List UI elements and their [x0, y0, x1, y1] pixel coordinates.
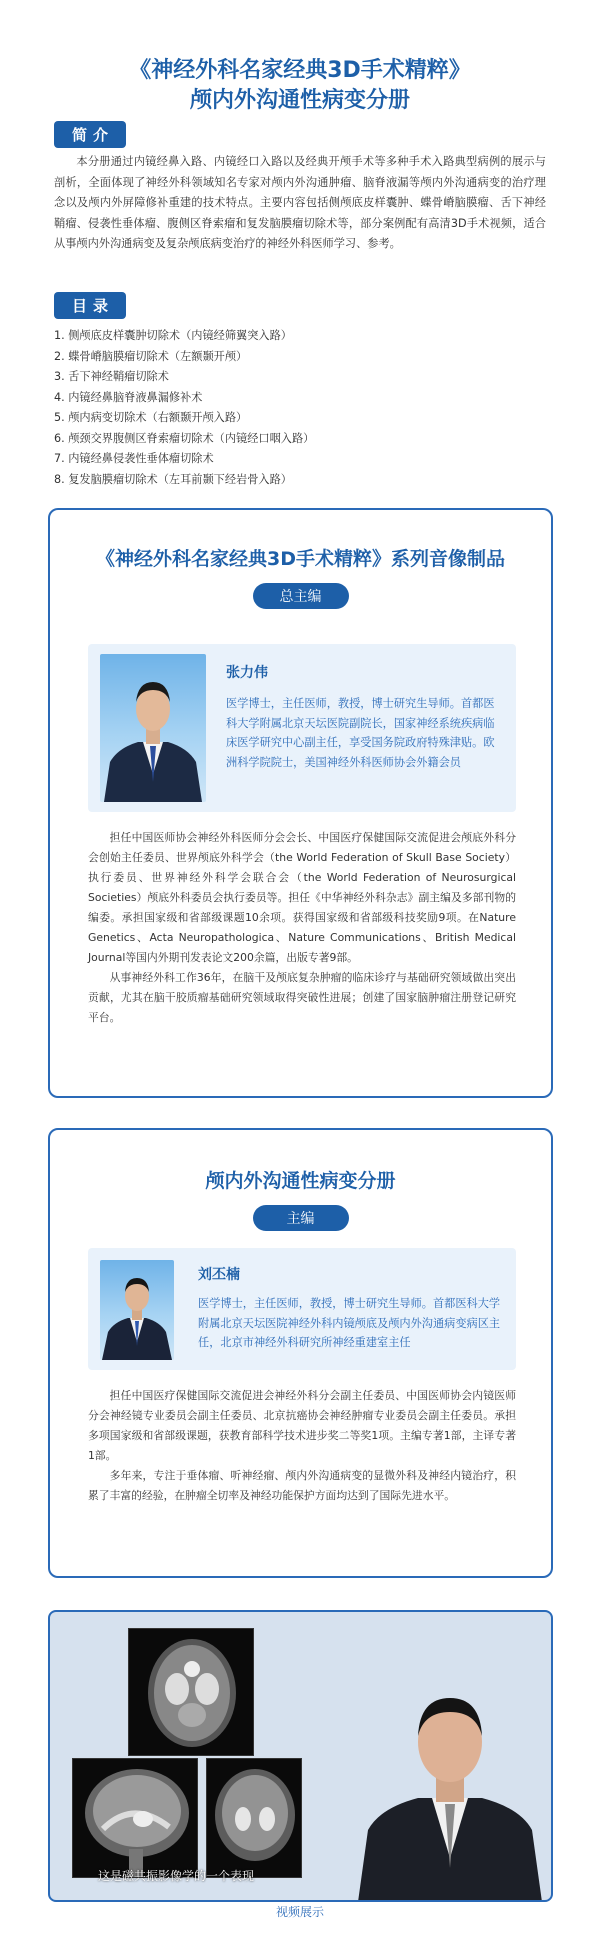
volume-card-title: 颅内外沟通性病变分册	[205, 1170, 396, 1192]
mri-scan-graphic	[207, 1759, 302, 1878]
editor-photo	[100, 1260, 174, 1360]
volume-editor-card	[48, 1128, 553, 1578]
video-caption: 视频展示	[275, 1905, 324, 1919]
volume-role-pill: 主编	[253, 1205, 349, 1231]
toc-item: 3. 舌下神经鞘瘤切除术	[54, 370, 169, 383]
mri-coronal-image	[206, 1758, 302, 1878]
bio-paragraph: 从事神经外科工作36年，在脑干及颅底复杂肿瘤的临床诊疗与基础研究领域做出突出贡献，尤其在脑干胶质瘤基础研究领域取得突破性进展；创建了国家脑肿瘤注册登记研究平台。	[88, 971, 516, 1024]
toc-heading: 目录	[54, 292, 126, 319]
volume-editor-bio	[88, 1386, 516, 1506]
editor-name: 张力伟	[226, 665, 268, 681]
video-preview[interactable]	[48, 1610, 553, 1902]
mri-sagittal-image	[72, 1758, 198, 1878]
toc-list	[54, 326, 314, 490]
editor-name: 刘丕楠	[198, 1267, 240, 1283]
series-profile-box	[88, 644, 516, 812]
bio-paragraph: 多年来，专注于垂体瘤、听神经瘤、颅内外沟通病变的显微外科及神经内镜治疗，积累了丰富的经验，在肿瘤全切率及神经功能保护方面均达到了国际先进水平。	[88, 1469, 516, 1502]
presenter-figure	[350, 1662, 550, 1902]
series-card-title: 《神经外科名家经典3D手术精粹》系列音像制品	[96, 548, 505, 570]
volume-profile-box	[88, 1248, 516, 1370]
intro-heading: 简介	[54, 121, 126, 148]
editor-description: 医学博士，主任医师，教授，博士研究生导师。首都医科大学附属北京天坛医院神经外科内镜颅底及颅内外沟通病变病区主任，北京市神经外科研究所神经重建室主任	[198, 1297, 501, 1349]
bio-paragraph: 担任中国医师协会神经外科医师分会会长、中国医疗保健国际交流促进会颅底外科分会创始主任委员、世界颅底外科学会（the World Federation of Skull Base Society）执行委员、世界神经外科学会联合会（the World Federation of Neurosurgical Societies）颅底外科委员会执行委员等。担任《中华神经外科杂志》副主编及多部刊物的编委。承担国家级和省部级课题10余项。获得国家级和省部级科技奖励9项。在Nature Genetics、Acta Neuropathologica、Nature Communications、British Medical Journal等国内外期刊发表论文200余篇，出版专著9部。	[88, 831, 516, 964]
toc-item: 4. 内镜经鼻脑脊液鼻漏修补术	[54, 390, 203, 404]
series-role-pill: 总主编	[253, 583, 349, 609]
title-line-2: 颅内外沟通性病变分册	[189, 88, 410, 113]
series-editor-bio	[88, 828, 516, 1028]
intro-text: 本分册通过内镜经鼻入路、内镜经口入路以及经典开颅手术等多种手术入路典型病例的展示与剖析，全面体现了神经外科领域知名专家对颅内外沟通肿瘤、脑脊液漏等颅内外沟通病变的治疗理念以及颅内外屏障修补重建的技术特点。主要内容包括侧颅底皮样囊肿、蝶骨嵴脑膜瘤、舌下神经鞘瘤、侵袭性垂体瘤、腹侧区脊索瘤和复发脑膜瘤切除术等，部分案例配有高清3D手术视频，适合从事颅内外沟通病变及复杂颅底病变治疗的神经外科医师学习、参考。	[54, 155, 546, 250]
toc-item: 5. 颅内病变切除术（右额颞开颅入路）	[54, 411, 248, 424]
title-line-1: 《神经外科名家经典3D手术精粹》	[129, 58, 471, 83]
editor-photo	[100, 654, 206, 802]
toc-item: 1. 侧颅底皮样囊肿切除术（内镜经筛翼突入路）	[54, 329, 292, 342]
page-title	[0, 0, 600, 116]
mri-scan-graphic	[73, 1759, 198, 1878]
toc-section-header	[54, 292, 126, 319]
toc-item: 2. 蝶骨嵴脑膜瘤切除术（左额颞开颅）	[54, 349, 248, 363]
editor-description: 医学博士，主任医师，教授，博士研究生导师。首都医科大学附属北京天坛医院副院长，国家神经系统疾病临床医学研究中心副主任，享受国务院政府特殊津贴。欧洲科学院院士，美国神经外科医师协会外籍会员	[226, 697, 495, 769]
mri-scan-graphic	[129, 1629, 254, 1756]
toc-item: 8. 复发脑膜瘤切除术（左耳前颞下经岩骨入路）	[54, 472, 292, 486]
toc-item: 7. 内镜经鼻侵袭性垂体瘤切除术	[54, 452, 214, 465]
video-subtitle: 这是磁共振影像学的一个表现	[98, 1869, 255, 1883]
bio-paragraph: 担任中国医疗保健国际交流促进会神经外科分会副主任委员、中国医师协会内镜医师分会神经镜专业委员会副主任委员、北京抗癌协会神经肿瘤专业委员会副主任委员。承担多项国家级和省部级课题，获教育部科学技术进步奖二等奖1项。主编专著1部，主译专著1部。	[88, 1389, 516, 1462]
toc-item: 6. 颅颈交界腹侧区脊索瘤切除术（内镜经口咽入路）	[54, 431, 315, 445]
series-editor-card	[48, 508, 553, 1098]
mri-axial-image	[128, 1628, 254, 1756]
intro-section-header	[54, 121, 126, 148]
portrait-figure	[100, 1260, 174, 1360]
portrait-figure	[100, 654, 206, 802]
